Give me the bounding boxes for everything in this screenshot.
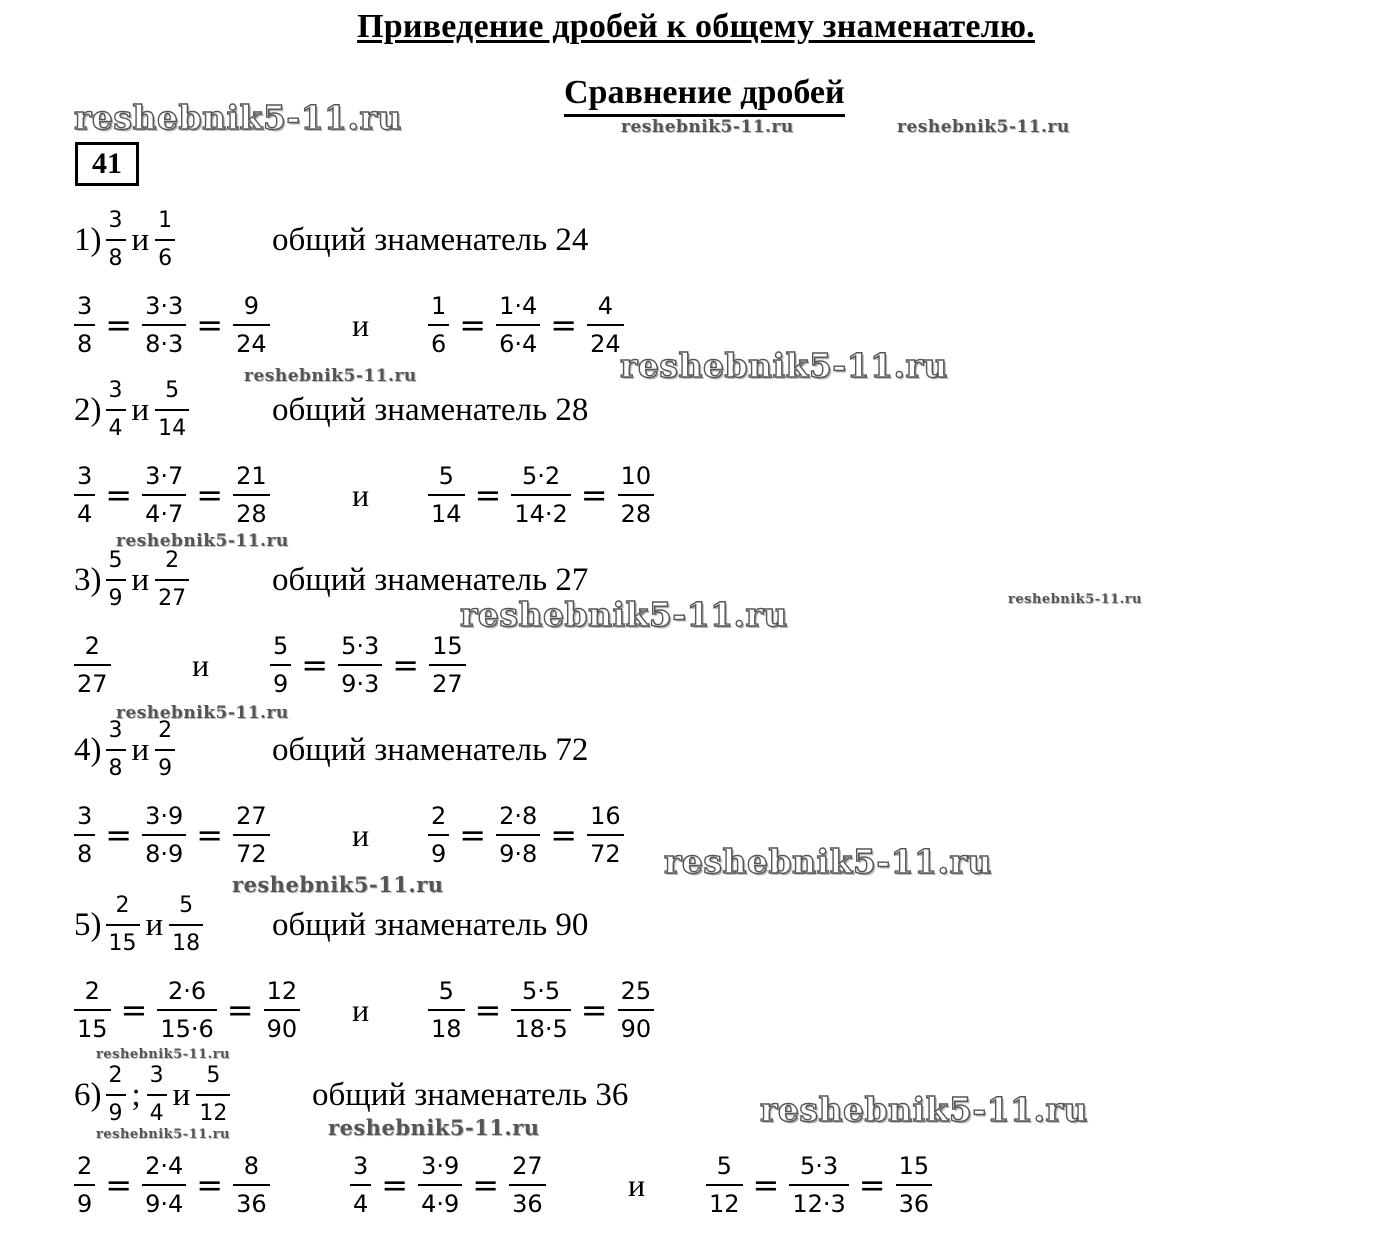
fraction: [338, 633, 382, 698]
fraction-bar: [428, 324, 449, 327]
denominator: 12: [709, 1190, 740, 1219]
fraction-bar: [155, 749, 175, 752]
fraction-bar: [106, 749, 126, 752]
fraction-bar: [428, 834, 449, 837]
equals-sign: =: [381, 1166, 409, 1204]
fraction-chain: [270, 633, 466, 698]
fraction: [264, 978, 301, 1043]
fraction: [428, 803, 449, 868]
fraction-bar: [706, 1184, 743, 1187]
equals-sign: =: [580, 476, 608, 514]
fraction-chain: [74, 293, 270, 358]
numerator: 5: [273, 631, 289, 660]
numerator: 5: [165, 377, 180, 403]
fraction-bar: [789, 1184, 848, 1187]
fraction-bar: [106, 1094, 126, 1097]
conjunction: и: [352, 306, 370, 343]
numerator: 27: [512, 1151, 543, 1180]
numerator: 2: [108, 1062, 123, 1088]
numerator: 21: [236, 461, 267, 490]
fraction: [511, 978, 570, 1043]
numerator: 2: [77, 1151, 93, 1180]
denominator: 8·3: [145, 330, 184, 359]
numerator: 3·7: [145, 461, 184, 490]
fraction: [428, 463, 465, 528]
numerator: 5: [438, 976, 454, 1005]
common-denominator-text: общий знаменатель 28: [272, 391, 589, 428]
denominator: 27: [77, 670, 108, 699]
numerator: 2: [431, 801, 447, 830]
numerator: 3: [149, 1062, 164, 1088]
numerator: 3: [77, 291, 93, 320]
common-denominator-text: общий знаменатель 36: [312, 1076, 629, 1113]
denominator: 28: [620, 500, 652, 529]
problem-number-badge: 41: [75, 142, 139, 186]
page-title: Приведение дробей к общему знаменателю.: [357, 8, 1035, 45]
denominator: 12: [199, 1101, 228, 1127]
numerator: 5: [206, 1062, 221, 1088]
denominator: 15: [108, 931, 137, 957]
problem-header: [74, 715, 589, 785]
fraction-bar: [233, 1184, 270, 1187]
denominator: 28: [236, 500, 267, 529]
conjunction: и: [192, 646, 210, 683]
fraction: [270, 633, 291, 698]
numerator: 1: [431, 291, 447, 320]
denominator: 36: [236, 1190, 267, 1219]
watermark: reshebnik5-11.ru: [96, 1047, 231, 1062]
equals-sign: =: [226, 991, 254, 1029]
fraction: [157, 978, 216, 1043]
denominator: 14: [431, 500, 462, 529]
fraction-bar: [428, 494, 465, 497]
fraction: [233, 803, 270, 868]
denominator: 14·2: [514, 500, 568, 529]
fraction-chain: [74, 463, 270, 528]
fraction-bar: [106, 579, 126, 582]
conjunction: и: [352, 991, 370, 1028]
fraction: [233, 463, 270, 528]
equals-sign: =: [196, 816, 224, 854]
numerator: 5: [716, 1151, 732, 1180]
denominator: 4·7: [145, 500, 184, 529]
numerator: 3·9: [145, 801, 184, 830]
fraction: [74, 633, 111, 698]
fraction-bar: [896, 1184, 933, 1187]
watermark: reshebnik5-11.ru: [620, 346, 948, 385]
equals-sign: =: [105, 306, 133, 344]
denominator: 72: [236, 840, 267, 869]
denominator: 6·4: [499, 330, 538, 359]
denominator: 9: [77, 1190, 93, 1219]
denominator: 9: [158, 756, 173, 782]
watermark: reshebnik5-11.ru: [460, 595, 788, 634]
denominator: 4: [108, 416, 123, 442]
denominator: 90: [266, 1015, 298, 1044]
fraction-bar: [74, 1009, 111, 1012]
numerator: 2: [84, 976, 100, 1005]
fraction-chain: [428, 803, 624, 868]
common-denominator-text: общий знаменатель 72: [272, 731, 589, 768]
numerator: 2·4: [145, 1151, 184, 1180]
fraction-bar: [74, 494, 95, 497]
fraction-bar: [496, 834, 540, 837]
numerator: 1·4: [499, 291, 538, 320]
problem-header: [74, 205, 589, 275]
fraction-chain: [428, 293, 624, 358]
fraction-bar: [106, 239, 126, 242]
problem-header: [74, 545, 589, 615]
fraction: [587, 803, 624, 868]
fraction: [587, 293, 624, 358]
watermark: reshebnik5-11.ru: [116, 703, 289, 723]
denominator: 9·4: [145, 1190, 184, 1219]
numerator: 8: [243, 1151, 259, 1180]
numerator: 5: [108, 547, 123, 573]
fraction-bar: [270, 664, 291, 667]
numerator: 15: [432, 631, 463, 660]
denominator: 8: [108, 756, 123, 782]
denominator: 8·9: [145, 840, 184, 869]
equals-sign: =: [301, 646, 329, 684]
fraction-bar: [196, 1094, 230, 1097]
denominator: 12·3: [792, 1190, 846, 1219]
fraction-bar: [147, 1094, 167, 1097]
fraction-bar: [350, 1184, 371, 1187]
numerator: 2·6: [167, 976, 207, 1005]
fraction-bar: [142, 494, 186, 497]
problem-label: 2): [74, 391, 102, 428]
fraction: [496, 293, 540, 358]
numerator: 2·8: [499, 801, 538, 830]
fraction-bar: [428, 1009, 465, 1012]
fraction-bar: [233, 324, 270, 327]
fraction: [142, 1153, 186, 1218]
conjunction: и: [145, 906, 164, 943]
numerator: 5·3: [799, 1151, 839, 1180]
equals-sign: =: [459, 816, 487, 854]
fraction: [418, 1153, 462, 1218]
conjunction: и: [352, 816, 370, 853]
denominator: 14: [158, 416, 187, 442]
numerator: 5·2: [521, 461, 561, 490]
equation-row: [0, 965, 1392, 1055]
denominator: 9: [273, 670, 289, 699]
fraction-bar: [142, 834, 186, 837]
fraction: [142, 463, 186, 528]
numerator: 3: [353, 1151, 369, 1180]
fraction-bar: [157, 1009, 216, 1012]
equals-sign: =: [196, 306, 224, 344]
numerator: 2: [158, 717, 173, 743]
numerator: 2: [84, 631, 100, 660]
fraction: [74, 1153, 95, 1218]
fraction-bar: [155, 239, 175, 242]
fraction: [789, 1153, 848, 1218]
equals-sign: =: [105, 476, 133, 514]
equals-sign: =: [474, 991, 502, 1029]
fraction-bar: [511, 494, 570, 497]
watermark: reshebnik5-11.ru: [244, 366, 417, 386]
denominator: 6: [158, 246, 173, 272]
fraction-bar: [155, 409, 189, 412]
fraction: [429, 633, 466, 698]
equals-sign: =: [474, 476, 502, 514]
denominator: 8: [77, 330, 93, 359]
fraction: [496, 803, 540, 868]
conjunction: и: [172, 1076, 191, 1113]
denominator: 72: [590, 840, 621, 869]
denominator: 8: [77, 840, 93, 869]
equals-sign: =: [196, 476, 224, 514]
equals-sign: =: [105, 1166, 133, 1204]
fraction-bar: [169, 924, 203, 927]
numerator: 10: [620, 461, 652, 490]
fraction: [428, 978, 465, 1043]
equals-sign: =: [858, 1166, 886, 1204]
fraction: [142, 803, 186, 868]
fraction: [106, 1063, 126, 1128]
denominator: 18·5: [514, 1015, 568, 1044]
fraction: [142, 293, 186, 358]
numerator: 3: [77, 461, 93, 490]
equals-sign: =: [752, 1166, 780, 1204]
conjunction: и: [131, 561, 150, 598]
fraction-bar: [155, 579, 189, 582]
denominator: 9: [108, 586, 123, 612]
denominator: 15·6: [160, 1015, 214, 1044]
numerator: 16: [590, 801, 621, 830]
fraction-chain: [74, 978, 300, 1043]
conjunction: и: [131, 391, 150, 428]
conjunction: ;: [131, 1076, 141, 1113]
fraction: [74, 803, 95, 868]
fraction: [350, 1153, 371, 1218]
numerator: 15: [898, 1151, 930, 1180]
conjunction: и: [352, 476, 370, 513]
fraction: [74, 978, 111, 1043]
fraction-chain: [428, 978, 654, 1043]
fraction: [233, 293, 270, 358]
watermark: reshebnik5-11.ru: [664, 842, 992, 881]
fraction: [511, 463, 570, 528]
equals-sign: =: [105, 816, 133, 854]
equals-sign: =: [120, 991, 148, 1029]
denominator: 27: [432, 670, 463, 699]
fraction-chain: [428, 463, 654, 528]
equation-row: [0, 450, 1392, 540]
fraction-bar: [233, 834, 270, 837]
fraction-chain: [74, 1153, 270, 1218]
denominator: 36: [512, 1190, 543, 1219]
equals-sign: =: [550, 816, 578, 854]
watermark: reshebnik5-11.ru: [1008, 592, 1143, 607]
denominator: 6: [431, 330, 447, 359]
fraction: [106, 893, 140, 958]
denominator: 4: [353, 1190, 369, 1219]
fraction: [155, 718, 175, 783]
fraction-bar: [106, 409, 126, 412]
equals-sign: =: [459, 306, 487, 344]
fraction-bar: [74, 834, 95, 837]
fraction: [706, 1153, 743, 1218]
fraction-bar: [429, 664, 466, 667]
denominator: 18: [172, 931, 201, 957]
equals-sign: =: [196, 1166, 224, 1204]
denominator: 9·3: [341, 670, 380, 699]
numerator: 3: [108, 207, 123, 233]
numerator: 3: [108, 377, 123, 403]
page-subtitle: Сравнение дробей: [564, 74, 845, 117]
denominator: 8: [108, 246, 123, 272]
watermark: reshebnik5-11.ru: [116, 531, 289, 551]
problem-label: 3): [74, 561, 102, 598]
fraction: [74, 293, 95, 358]
fraction: [155, 548, 189, 613]
problem-label: 1): [74, 221, 102, 258]
fraction-bar: [587, 324, 624, 327]
watermark: reshebnik5-11.ru: [74, 98, 402, 137]
equals-sign: =: [580, 991, 608, 1029]
denominator: 4: [77, 500, 93, 529]
problem-header: [74, 890, 589, 960]
common-denominator-text: общий знаменатель 27: [272, 561, 589, 598]
watermark: reshebnik5-11.ru: [760, 1090, 1088, 1129]
denominator: 27: [158, 586, 187, 612]
watermark: reshebnik5-11.ru: [621, 117, 794, 137]
fraction-bar: [338, 664, 382, 667]
denominator: 18: [431, 1015, 462, 1044]
fraction: [233, 1153, 270, 1218]
denominator: 9·8: [499, 840, 538, 869]
equation-row: [0, 620, 1392, 710]
denominator: 4: [149, 1101, 164, 1127]
fraction: [155, 208, 175, 273]
numerator: 3·9: [421, 1151, 460, 1180]
numerator: 5·3: [341, 631, 380, 660]
fraction-bar: [618, 494, 655, 497]
fraction: [618, 463, 655, 528]
numerator: 5: [179, 892, 194, 918]
denominator: 24: [590, 330, 621, 359]
numerator: 2: [165, 547, 180, 573]
fraction-bar: [74, 1184, 95, 1187]
fraction-chain: [706, 1153, 932, 1218]
numerator: 27: [236, 801, 267, 830]
fraction-bar: [106, 924, 140, 927]
problem-label: 4): [74, 731, 102, 768]
numerator: 12: [266, 976, 298, 1005]
denominator: 9: [431, 840, 447, 869]
fraction: [618, 978, 655, 1043]
numerator: 9: [243, 291, 259, 320]
numerator: 5·5: [521, 976, 561, 1005]
common-denominator-text: общий знаменатель 24: [272, 221, 589, 258]
fraction-bar: [418, 1184, 462, 1187]
fraction: [106, 208, 126, 273]
conjunction: и: [131, 731, 150, 768]
numerator: 4: [597, 291, 613, 320]
numerator: 5: [438, 461, 454, 490]
equation-row: [0, 1140, 1392, 1230]
fraction-bar: [264, 1009, 301, 1012]
fraction-bar: [587, 834, 624, 837]
fraction-bar: [74, 324, 95, 327]
denominator: 24: [236, 330, 267, 359]
fraction: [196, 1063, 230, 1128]
fraction: [155, 378, 189, 443]
fraction: [169, 893, 203, 958]
numerator: 1: [158, 207, 173, 233]
denominator: 15: [77, 1015, 108, 1044]
problem-label: 6): [74, 1076, 102, 1113]
conjunction: и: [628, 1166, 646, 1203]
fraction: [74, 463, 95, 528]
conjunction: и: [131, 221, 150, 258]
equals-sign: =: [472, 1166, 500, 1204]
fraction-bar: [496, 324, 540, 327]
problem-label: 5): [74, 906, 102, 943]
fraction-chain: [350, 1153, 546, 1218]
denominator: 9: [108, 1101, 123, 1127]
common-denominator-text: общий знаменатель 90: [272, 906, 589, 943]
numerator: 25: [620, 976, 652, 1005]
fraction-bar: [511, 1009, 570, 1012]
equation-row: [0, 280, 1392, 370]
fraction: [106, 378, 126, 443]
fraction-chain: [74, 803, 270, 868]
fraction-bar: [74, 664, 111, 667]
fraction-bar: [142, 324, 186, 327]
fraction-bar: [618, 1009, 655, 1012]
watermark: reshebnik5-11.ru: [897, 117, 1070, 137]
denominator: 4·9: [421, 1190, 460, 1219]
watermark: reshebnik5-11.ru: [96, 1127, 231, 1142]
denominator: 36: [898, 1190, 930, 1219]
fraction: [106, 718, 126, 783]
denominator: 90: [620, 1015, 652, 1044]
fraction-chain: [74, 633, 111, 698]
equals-sign: =: [392, 646, 420, 684]
equals-sign: =: [550, 306, 578, 344]
fraction: [147, 1063, 167, 1128]
watermark: reshebnik5-11.ru: [328, 1115, 540, 1140]
numerator: 3: [108, 717, 123, 743]
fraction: [106, 548, 126, 613]
equation-row: [0, 790, 1392, 880]
fraction: [428, 293, 449, 358]
watermark: reshebnik5-11.ru: [232, 872, 444, 897]
numerator: 3·3: [145, 291, 184, 320]
fraction: [896, 1153, 933, 1218]
fraction-bar: [509, 1184, 546, 1187]
fraction-bar: [142, 1184, 186, 1187]
fraction: [509, 1153, 546, 1218]
numerator: 3: [77, 801, 93, 830]
numerator: 2: [115, 892, 130, 918]
fraction-bar: [233, 494, 270, 497]
